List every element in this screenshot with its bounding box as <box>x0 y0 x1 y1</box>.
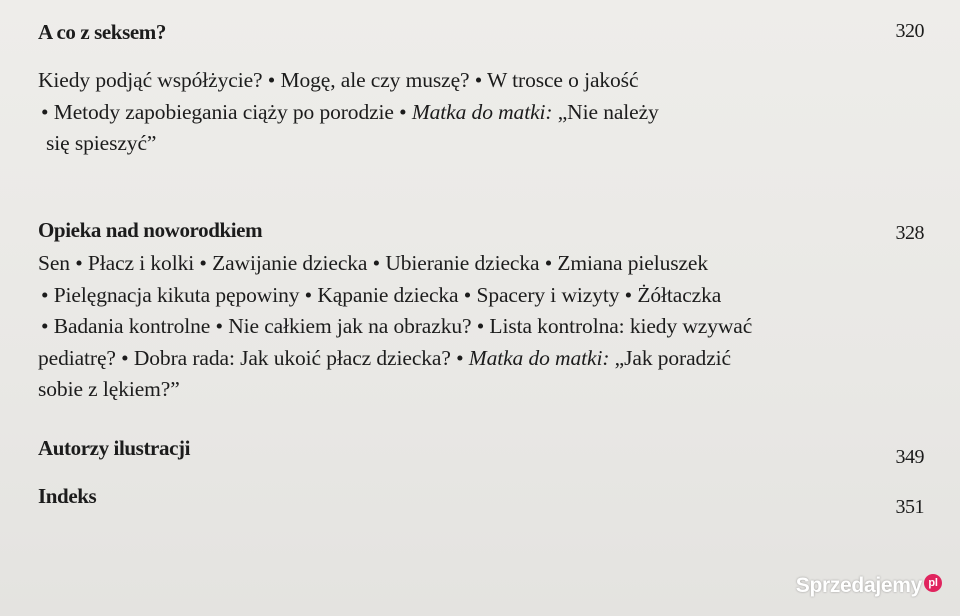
page-number: 351 <box>895 496 924 518</box>
topic-line: Sen • Płacz i kolki • Zawijanie dziecka • Ubieranie dziecka • Zmiana pieluszek <box>38 251 709 275</box>
topic-line: się spieszyć” <box>46 131 157 155</box>
topic-line: • Badania kontrolne • Nie całkiem jak na obrazku? • Lista kontrolna: kiedy wzywać <box>41 314 753 338</box>
topic-line: • Pielęgnacja kikuta pępowiny • Kąpanie dziecka • Spacery i wizyty • Żółtaczka <box>41 282 722 307</box>
topic-line: sobie z lękiem?” <box>38 377 180 401</box>
topic-line: pediatrę? • Dobra rada: Jak ukoić płacz dziecka? • Matka do matki: „Jak poradzić <box>38 345 731 370</box>
topic-line: • Metody zapobiegania ciąży po porodzie • Matka do matki: „Nie należy <box>41 99 659 124</box>
section-topics <box>38 65 908 160</box>
toc-entry-newborn-care <box>38 216 924 406</box>
page-number: 328 <box>895 222 924 244</box>
section-topics <box>38 248 908 406</box>
toc-entry-illustrators <box>38 434 924 468</box>
section-title: Opieka nad noworodkiem <box>38 218 263 242</box>
section-title: Indeks <box>38 484 97 508</box>
section-title: A co z seksem? <box>38 20 166 44</box>
toc-entry-index <box>38 482 924 518</box>
section-title: Autorzy ilustracji <box>38 436 191 460</box>
watermark-badge: pl <box>924 574 942 592</box>
toc-entry-sex <box>38 18 924 160</box>
page-number: 320 <box>895 20 924 42</box>
page-number: 349 <box>895 446 924 468</box>
site-watermark: Sprzedajemy pl <box>796 574 942 598</box>
topic-line: Kiedy podjąć współżycie? • Mogę, ale czy muszę? • W trosce o jakość <box>38 68 639 92</box>
